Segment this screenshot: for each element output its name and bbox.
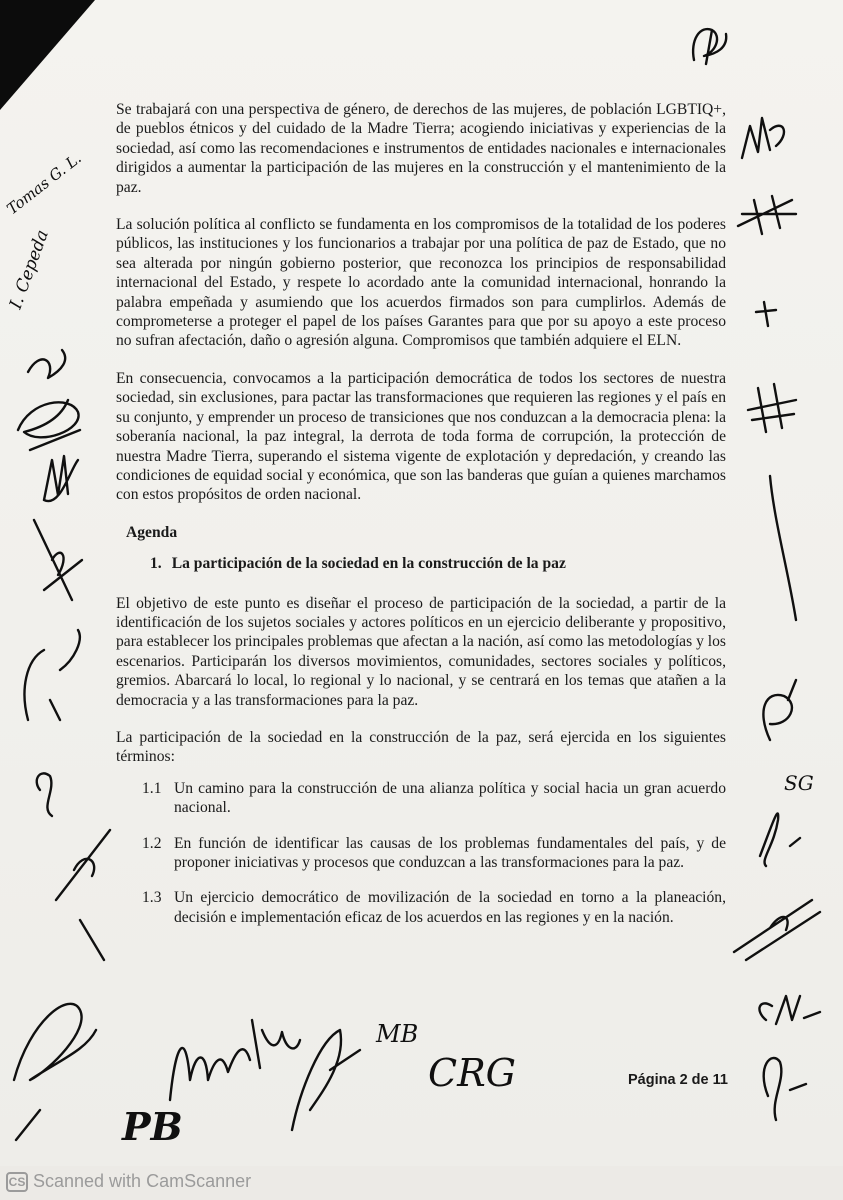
term-item — [142, 888, 726, 927]
term-text: Un camino para la construcción de una alianza política y social hacia un gran acuerdo nacional. — [174, 779, 726, 817]
term-number: 1.2 — [142, 834, 162, 852]
signature-cepeda: I. Cepeda — [5, 227, 53, 312]
page-number: Página 2 de 11 — [628, 1072, 728, 1088]
paragraph-gender-perspective: Se trabajará con una perspectiva de género, de derechos de las mujeres, de población LGBTIQ+, de pueblos étnicos y del cuidado de la Madre Tierra; acogiendo iniciativas y experiencias de la sociedad, así como las recomendaciones e instrumentos de entidades nacionales e internacionales dirigidos a aumentar la participación de las mujeres en la construcción y el mantenimiento de la paz. — [116, 101, 726, 196]
signature-sg: SG — [784, 771, 814, 795]
signature-pb: PB — [122, 1104, 183, 1149]
terms-list — [116, 779, 726, 927]
section-heading — [150, 554, 726, 573]
camscanner-text: Scanned with CamScanner — [33, 1171, 252, 1191]
agenda-heading: Agenda — [126, 523, 178, 541]
term-number: 1.3 — [142, 889, 162, 907]
term-item — [142, 834, 726, 873]
paragraph-democratic-participation: En consecuencia, convocamos a la participación democrática de todos los sectores de nuestra sociedad, sin exclusiones, para pactar las transformaciones que requieren las regiones y el país en su conjunto, y emprender un proceso de transiciones que nos conduzcan a la democracia plena: la soberanía nacional, la paz integral, la derrota de toda forma de corrupción, la protección de nuestra Madre Tierra, superando el sistema vigente de explotación y depredación, y creando las condiciones de equidad social y económica, que son las banderas que guían a quienes marchamos con estos propósitos de orden nacional. — [116, 369, 726, 504]
term-text: Un ejercicio democrático de movilización de la sociedad en torno a la planeación, decisión e implementación eficaz de los acuerdos en las regiones y en la nación. — [174, 889, 726, 926]
camscanner-watermark — [6, 1171, 251, 1192]
term-number: 1.1 — [142, 779, 162, 797]
signature-mb: MB — [376, 1020, 419, 1048]
signature-crg: CRG — [428, 1051, 517, 1095]
paragraph-section-terms-intro: La participación de la sociedad en la construcción de la paz, será ejercida en los siguientes términos: — [116, 728, 726, 766]
term-item — [142, 779, 726, 818]
paragraph-section-objective: El objetivo de este punto es diseñar el proceso de participación de la sociedad, a partir de la identificación de los sujetos sociales y actores políticos en un ejercicio deliberante y propositivo, para establecer los principales problemas que afectan a la nación, así como las metodologías y los escenarios. Participarán los diversos movimientos, comunidades, sectores sociales y políticos, gremios. Abarcará lo local, lo regional y lo nacional, y se centrará en los temas que atañen a la democracia y a las transformaciones para la paz. — [116, 594, 726, 709]
signature-tomas: Tomas G. L. — [3, 149, 85, 219]
document-body — [116, 100, 726, 943]
camscanner-logo-icon: CS — [6, 1172, 28, 1192]
paragraph-political-solution: La solución política al conflicto se fundamenta en los compromisos de la totalidad de los poderes públicos, las instituciones y los funcionarios a trabajar por una política de paz de Estado, que no sea alterada por ningún gobierno posterior, que reconozca los principios de responsabilidad internacional del Estado, y respete lo acordado ante la comunidad internacional, honrando la palabra empeñada y asumiendo que los acuerdos firmados son para cumplirlos. Además de comprometerse a proteger el papel de los países Garantes para que por su apoyo a este proceso no sufran afectación, daño o agresión alguna. Compromisos que también adquiere el ELN. — [116, 216, 726, 350]
scan-corner-shadow — [0, 0, 95, 110]
section-number: 1. — [150, 555, 162, 573]
section-title: La participación de la sociedad en la construcción de la paz — [171, 555, 566, 573]
term-text: En función de identificar las causas de los problemas fundamentales del país, y de proponer iniciativas y procesos que conduzcan a las transformaciones para la paz. — [174, 834, 726, 871]
